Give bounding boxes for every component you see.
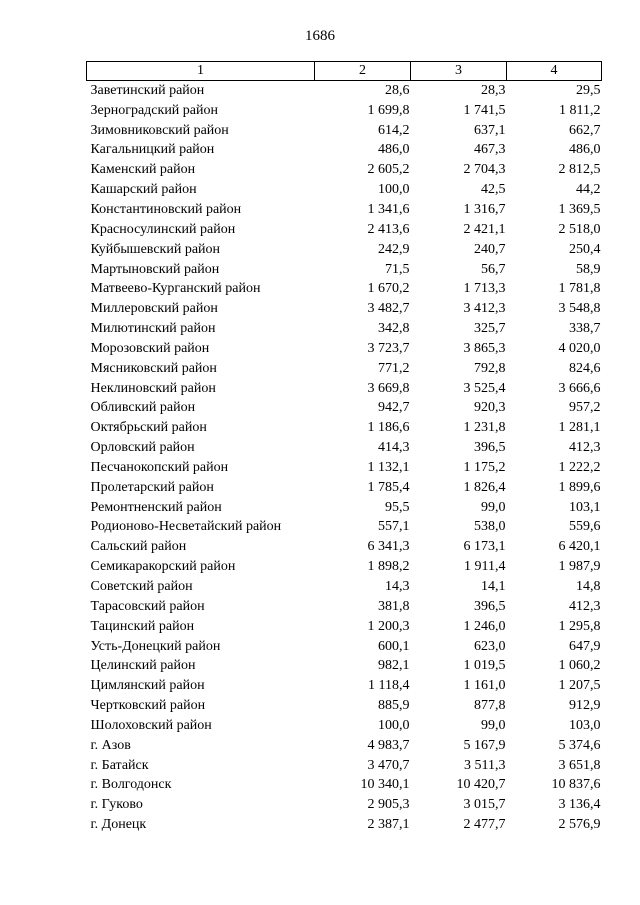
district-name-cell: Кашарский район bbox=[90, 182, 197, 198]
table-row bbox=[87, 795, 602, 815]
value-cell: 2 477,7 bbox=[463, 817, 506, 833]
table-row bbox=[87, 458, 602, 478]
table-row bbox=[87, 498, 602, 518]
value-cell: 6 420,1 bbox=[558, 539, 601, 555]
table-row bbox=[87, 637, 602, 657]
district-name-cell: Чертковский район bbox=[90, 698, 206, 714]
value-cell: 885,9 bbox=[378, 698, 410, 714]
value-cell: 1 741,5 bbox=[463, 102, 506, 118]
district-name-cell: г. Азов bbox=[90, 737, 131, 753]
value-cell: 1 826,4 bbox=[463, 479, 506, 495]
table-row bbox=[87, 121, 602, 141]
value-cell: 2 518,0 bbox=[558, 221, 601, 237]
district-name-cell: Октябрьский район bbox=[90, 420, 207, 436]
district-name-cell: Родионово-Несветайский район bbox=[90, 519, 282, 535]
value-cell: 5 374,6 bbox=[558, 737, 601, 753]
table-row bbox=[87, 776, 602, 796]
district-name-cell: Пролетарский район bbox=[90, 479, 214, 495]
district-name-cell: Заветинский район bbox=[90, 82, 205, 98]
value-cell: 1 670,2 bbox=[367, 281, 410, 297]
value-cell: 1 987,9 bbox=[558, 559, 601, 575]
table-row bbox=[87, 279, 602, 299]
data-table bbox=[86, 61, 602, 835]
value-cell: 99,0 bbox=[481, 717, 506, 733]
value-cell: 242,9 bbox=[378, 241, 410, 257]
table-row bbox=[87, 518, 602, 538]
district-name-cell: Целинский район bbox=[90, 658, 196, 674]
table-row bbox=[87, 339, 602, 359]
value-cell: 942,7 bbox=[378, 400, 410, 416]
district-name-cell: Милютинский район bbox=[90, 321, 216, 337]
value-cell: 6 173,1 bbox=[463, 539, 506, 555]
value-cell: 792,8 bbox=[474, 360, 506, 376]
value-cell: 1 281,1 bbox=[558, 420, 601, 436]
table-row bbox=[87, 81, 602, 101]
district-name-cell: Цимлянский район bbox=[90, 678, 205, 694]
value-cell: 1 699,8 bbox=[367, 102, 410, 118]
table-row bbox=[87, 359, 602, 379]
value-cell: 912,9 bbox=[569, 698, 601, 714]
district-name-cell: Ремонтненский район bbox=[90, 499, 222, 515]
value-cell: 6 341,3 bbox=[367, 539, 410, 555]
value-cell: 1 231,8 bbox=[463, 420, 506, 436]
table-row bbox=[87, 160, 602, 180]
value-cell: 28,3 bbox=[481, 82, 506, 98]
table-row bbox=[87, 319, 602, 339]
district-name-cell: Куйбышевский район bbox=[90, 241, 221, 257]
value-cell: 1 222,2 bbox=[558, 459, 601, 475]
value-cell: 412,3 bbox=[569, 598, 601, 614]
value-cell: 414,3 bbox=[378, 440, 410, 456]
table-row bbox=[87, 696, 602, 716]
column-header: 4 bbox=[507, 62, 602, 81]
value-cell: 56,7 bbox=[481, 261, 506, 277]
value-cell: 10 837,6 bbox=[551, 777, 601, 793]
value-cell: 1 316,7 bbox=[463, 201, 506, 217]
value-cell: 3 548,8 bbox=[558, 301, 601, 317]
value-cell: 44,2 bbox=[576, 182, 601, 198]
value-cell: 4 983,7 bbox=[367, 737, 410, 753]
value-cell: 600,1 bbox=[378, 638, 410, 654]
district-name-cell: Усть-Донецкий район bbox=[90, 638, 221, 654]
value-cell: 100,0 bbox=[378, 717, 410, 733]
table-row bbox=[87, 200, 602, 220]
district-name-cell: Песчанокопский район bbox=[90, 459, 229, 475]
value-cell: 1 186,6 bbox=[367, 420, 410, 436]
value-cell: 14,8 bbox=[576, 579, 601, 595]
value-cell: 2 576,9 bbox=[558, 817, 601, 833]
value-cell: 1 295,8 bbox=[558, 618, 601, 634]
value-cell: 557,1 bbox=[378, 519, 410, 535]
value-cell: 1 899,6 bbox=[558, 479, 601, 495]
value-cell: 1 369,5 bbox=[558, 201, 601, 217]
table-header-row bbox=[87, 62, 602, 81]
district-name-cell: Зимовниковский район bbox=[90, 122, 229, 138]
district-name-cell: Сальский район bbox=[90, 539, 187, 555]
column-header: 3 bbox=[411, 62, 507, 81]
district-name-cell: Зерноградский район bbox=[90, 102, 218, 118]
district-name-cell: Тарасовский район bbox=[90, 598, 205, 614]
table-row bbox=[87, 756, 602, 776]
district-name-cell: Константиновский район bbox=[90, 201, 242, 217]
value-cell: 2 421,1 bbox=[463, 221, 506, 237]
value-cell: 3 865,3 bbox=[463, 340, 506, 356]
value-cell: 396,5 bbox=[474, 598, 506, 614]
table-row bbox=[87, 557, 602, 577]
table-row bbox=[87, 656, 602, 676]
value-cell: 103,0 bbox=[569, 717, 601, 733]
value-cell: 2 704,3 bbox=[463, 162, 506, 178]
value-cell: 10 420,7 bbox=[456, 777, 506, 793]
value-cell: 824,6 bbox=[569, 360, 601, 376]
value-cell: 240,7 bbox=[474, 241, 506, 257]
value-cell: 1 207,5 bbox=[558, 678, 601, 694]
table-row bbox=[87, 537, 602, 557]
value-cell: 771,2 bbox=[378, 360, 410, 376]
table-row bbox=[87, 597, 602, 617]
district-name-cell: Миллеровский район bbox=[90, 301, 218, 317]
value-cell: 647,9 bbox=[569, 638, 601, 654]
value-cell: 396,5 bbox=[474, 440, 506, 456]
district-name-cell: Мартыновский район bbox=[90, 261, 220, 277]
district-name-cell: Советский район bbox=[90, 579, 193, 595]
value-cell: 1 246,0 bbox=[463, 618, 506, 634]
value-cell: 342,8 bbox=[378, 321, 410, 337]
value-cell: 877,8 bbox=[474, 698, 506, 714]
value-cell: 4 020,0 bbox=[558, 340, 601, 356]
district-name-cell: Семикаракорский район bbox=[90, 559, 236, 575]
table-row bbox=[87, 716, 602, 736]
value-cell: 412,3 bbox=[569, 440, 601, 456]
value-cell: 467,3 bbox=[474, 142, 506, 158]
district-name-cell: г. Донецк bbox=[90, 817, 147, 833]
value-cell: 338,7 bbox=[569, 321, 601, 337]
table-row bbox=[87, 220, 602, 240]
table-row bbox=[87, 676, 602, 696]
value-cell: 3 511,3 bbox=[464, 757, 506, 773]
district-name-cell: Матвеево-Курганский район bbox=[90, 281, 261, 297]
value-cell: 325,7 bbox=[474, 321, 506, 337]
table-row bbox=[87, 399, 602, 419]
value-cell: 1 132,1 bbox=[367, 459, 410, 475]
value-cell: 3 470,7 bbox=[367, 757, 410, 773]
district-name-cell: г. Гуково bbox=[90, 797, 143, 813]
value-cell: 2 605,2 bbox=[367, 162, 410, 178]
district-name-cell: Неклиновский район bbox=[90, 380, 216, 396]
value-cell: 42,5 bbox=[481, 182, 506, 198]
value-cell: 1 811,2 bbox=[559, 102, 601, 118]
value-cell: 3 015,7 bbox=[463, 797, 506, 813]
value-cell: 3 669,8 bbox=[367, 380, 410, 396]
value-cell: 103,1 bbox=[569, 499, 601, 515]
table-row bbox=[87, 141, 602, 161]
value-cell: 1 781,8 bbox=[558, 281, 601, 297]
value-cell: 1 175,2 bbox=[463, 459, 506, 475]
value-cell: 71,5 bbox=[385, 261, 410, 277]
table-row bbox=[87, 478, 602, 498]
value-cell: 5 167,9 bbox=[463, 737, 506, 753]
value-cell: 957,2 bbox=[569, 400, 601, 416]
district-name-cell: Кагальницкий район bbox=[90, 142, 215, 158]
value-cell: 1 118,4 bbox=[368, 678, 410, 694]
value-cell: 14,1 bbox=[481, 579, 506, 595]
table-row bbox=[87, 379, 602, 399]
table-row bbox=[87, 240, 602, 260]
value-cell: 95,5 bbox=[385, 499, 410, 515]
value-cell: 2 905,3 bbox=[367, 797, 410, 813]
page-number: 1686 bbox=[305, 28, 335, 44]
value-cell: 1 341,6 bbox=[367, 201, 410, 217]
value-cell: 2 387,1 bbox=[367, 817, 410, 833]
value-cell: 1 898,2 bbox=[367, 559, 410, 575]
value-cell: 99,0 bbox=[481, 499, 506, 515]
value-cell: 2 812,5 bbox=[558, 162, 601, 178]
district-name-cell: Морозовский район bbox=[90, 340, 210, 356]
district-name-cell: Красносулинский район bbox=[90, 221, 236, 237]
value-cell: 623,0 bbox=[474, 638, 506, 654]
value-cell: 559,6 bbox=[569, 519, 601, 535]
column-header: 1 bbox=[87, 62, 315, 81]
table-row bbox=[87, 299, 602, 319]
table-row bbox=[87, 736, 602, 756]
district-name-cell: Тацинский район bbox=[90, 618, 195, 634]
value-cell: 3 723,7 bbox=[367, 340, 410, 356]
value-cell: 1 911,4 bbox=[464, 559, 506, 575]
value-cell: 1 060,2 bbox=[558, 658, 601, 674]
column-header: 2 bbox=[315, 62, 411, 81]
value-cell: 3 525,4 bbox=[463, 380, 506, 396]
table-row bbox=[87, 418, 602, 438]
value-cell: 920,3 bbox=[474, 400, 506, 416]
value-cell: 486,0 bbox=[378, 142, 410, 158]
value-cell: 381,8 bbox=[378, 598, 410, 614]
value-cell: 486,0 bbox=[569, 142, 601, 158]
table-body bbox=[87, 81, 602, 836]
table-row bbox=[87, 815, 602, 835]
value-cell: 100,0 bbox=[378, 182, 410, 198]
value-cell: 3 412,3 bbox=[463, 301, 506, 317]
value-cell: 3 136,4 bbox=[558, 797, 601, 813]
table-row bbox=[87, 617, 602, 637]
value-cell: 637,1 bbox=[474, 122, 506, 138]
table-row bbox=[87, 180, 602, 200]
district-name-cell: Шолоховский район bbox=[90, 717, 212, 733]
value-cell: 3 482,7 bbox=[367, 301, 410, 317]
value-cell: 662,7 bbox=[569, 122, 601, 138]
value-cell: 28,6 bbox=[385, 82, 410, 98]
value-cell: 10 340,1 bbox=[360, 777, 410, 793]
district-name-cell: г. Волгодонск bbox=[90, 777, 172, 793]
value-cell: 1 713,3 bbox=[463, 281, 506, 297]
table-row bbox=[87, 438, 602, 458]
table-row bbox=[87, 577, 602, 597]
value-cell: 538,0 bbox=[474, 519, 506, 535]
district-name-cell: г. Батайск bbox=[90, 757, 149, 773]
district-name-cell: Мясниковский район bbox=[90, 360, 217, 376]
value-cell: 982,1 bbox=[378, 658, 410, 674]
value-cell: 3 666,6 bbox=[558, 380, 601, 396]
value-cell: 1 019,5 bbox=[463, 658, 506, 674]
table-row bbox=[87, 101, 602, 121]
district-name-cell: Орловский район bbox=[90, 440, 195, 456]
value-cell: 3 651,8 bbox=[558, 757, 601, 773]
value-cell: 250,4 bbox=[569, 241, 601, 257]
district-name-cell: Обливский район bbox=[90, 400, 196, 416]
value-cell: 1 785,4 bbox=[367, 479, 410, 495]
value-cell: 58,9 bbox=[576, 261, 601, 277]
district-name-cell: Каменский район bbox=[90, 162, 196, 178]
value-cell: 1 161,0 bbox=[463, 678, 506, 694]
value-cell: 1 200,3 bbox=[367, 618, 410, 634]
value-cell: 29,5 bbox=[576, 82, 601, 98]
value-cell: 14,3 bbox=[385, 579, 410, 595]
value-cell: 614,2 bbox=[378, 122, 410, 138]
table-row bbox=[87, 260, 602, 280]
value-cell: 2 413,6 bbox=[367, 221, 410, 237]
